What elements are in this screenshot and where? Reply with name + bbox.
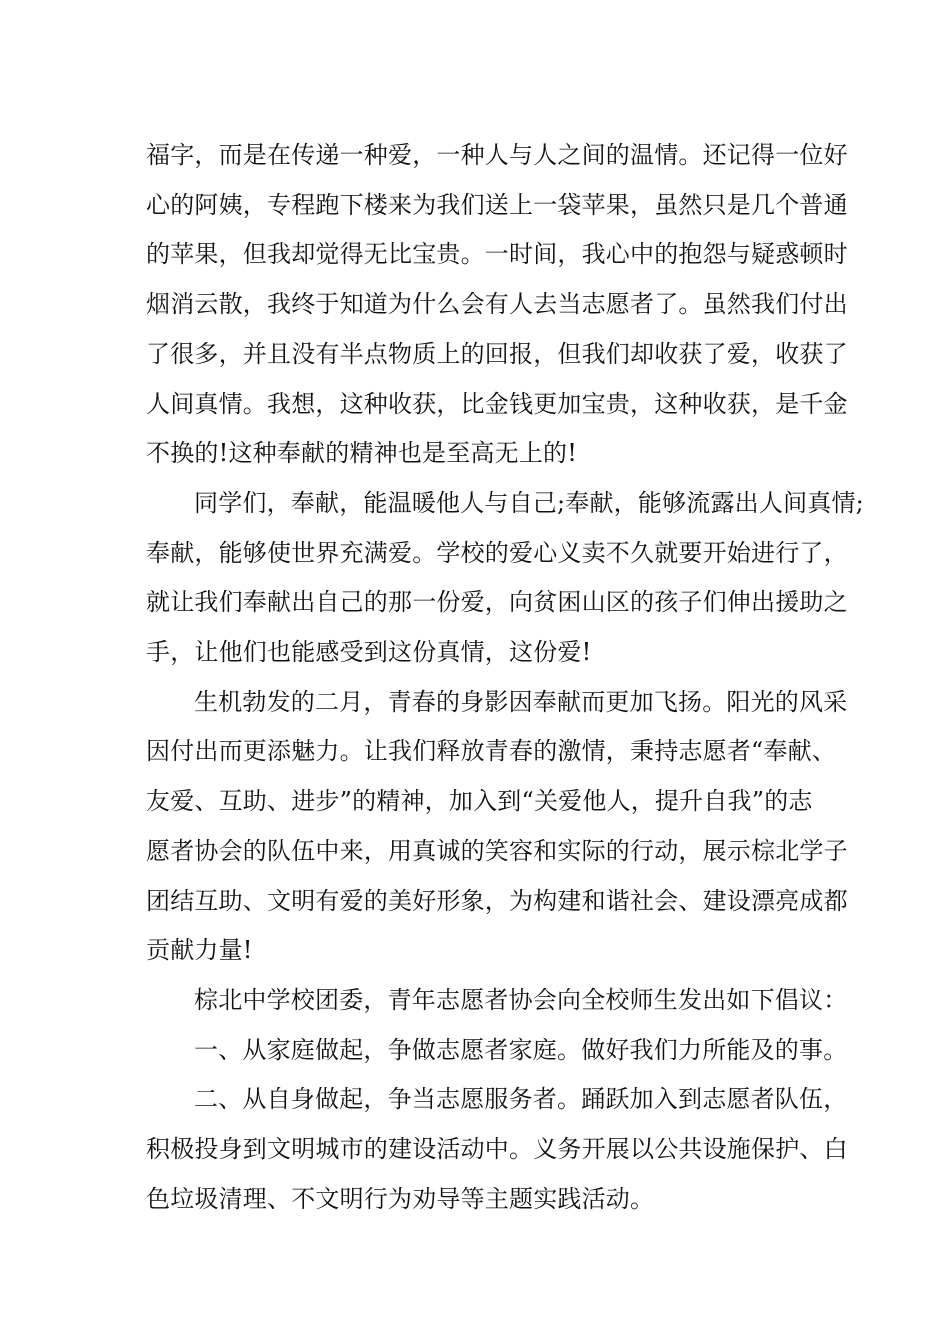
text-line: 奉献，能够使世界充满爱。学校的爱心义卖不久就要开始进行了， xyxy=(146,538,848,567)
text-line: 一、从家庭做起，争做志愿者家庭。做好我们力所能及的事。 xyxy=(194,1035,848,1064)
text-line: 手，让他们也能感受到这份真情，这份爱! xyxy=(146,638,592,667)
paragraph-5 xyxy=(146,1026,848,1076)
text-line: 了很多，并且没有半点物质上的回报，但我们却收获了爱，收获了 xyxy=(146,339,848,368)
document-body xyxy=(146,131,864,1224)
text-line: 积极投身到文明城市的建设活动中。义务开展以公共设施保护、白 xyxy=(146,1135,848,1164)
text-line: 就让我们奉献出自己的那一份爱，向贫困山区的孩子们伸出援助之 xyxy=(146,588,848,617)
text-line: 人间真情。我想，这种收获，比金钱更加宝贵，这种收获，是千金 xyxy=(146,389,848,418)
text-line: 因付出而更添魅力。让我们释放青春的激情，秉持志愿者“奉献、 xyxy=(146,737,837,766)
paragraph-3 xyxy=(146,678,848,976)
paragraph-1 xyxy=(146,131,848,479)
text-line: 生机勃发的二月，青春的身影因奉献而更加飞扬。阳光的风采 xyxy=(194,687,848,716)
text-line: 的苹果，但我却觉得无比宝贵。一时间，我心中的抱怨与疑惑顿时 xyxy=(146,240,848,269)
text-line: 福字，而是在传递一种爱，一种人与人之间的温情。还记得一位好 xyxy=(146,141,848,169)
text-line: 烟消云散，我终于知道为什么会有人去当志愿者了。虽然我们付出 xyxy=(146,290,848,319)
text-line: 心的阿姨，专程跑下楼来为我们送上一袋苹果，虽然只是几个普通 xyxy=(146,190,848,219)
text-line: 色垃圾清理、不文明行为劝导等主题实践活动。 xyxy=(146,1184,655,1213)
text-line: 愿者协会的队伍中来，用真诚的笑容和实际的行动，展示棕北学子 xyxy=(146,836,848,865)
text-line: 友爱、互助、进步”的精神，加入到“关爱他人，提升自我”的志 xyxy=(146,787,813,816)
text-line: 棕北中学校团委，青年志愿者协会向全校师生发出如下倡议： xyxy=(194,985,848,1014)
text-line: 不换的!这种奉献的精神也是至高无上的! xyxy=(146,439,578,468)
text-line: 团结互助、文明有爱的美好形象，为构建和谐社会、建设漂亮成都 xyxy=(146,886,848,915)
paragraph-6 xyxy=(146,1075,848,1224)
text-line: 贡献力量! xyxy=(146,936,253,965)
text-line: 同学们，奉献，能温暖他人与自己;奉献，能够流露出人间真情; xyxy=(194,488,864,517)
paragraph-4 xyxy=(146,976,848,1026)
paragraph-2 xyxy=(146,479,864,678)
text-line: 二、从自身做起，争当志愿服务者。踊跃加入到志愿者队伍， xyxy=(194,1085,848,1114)
